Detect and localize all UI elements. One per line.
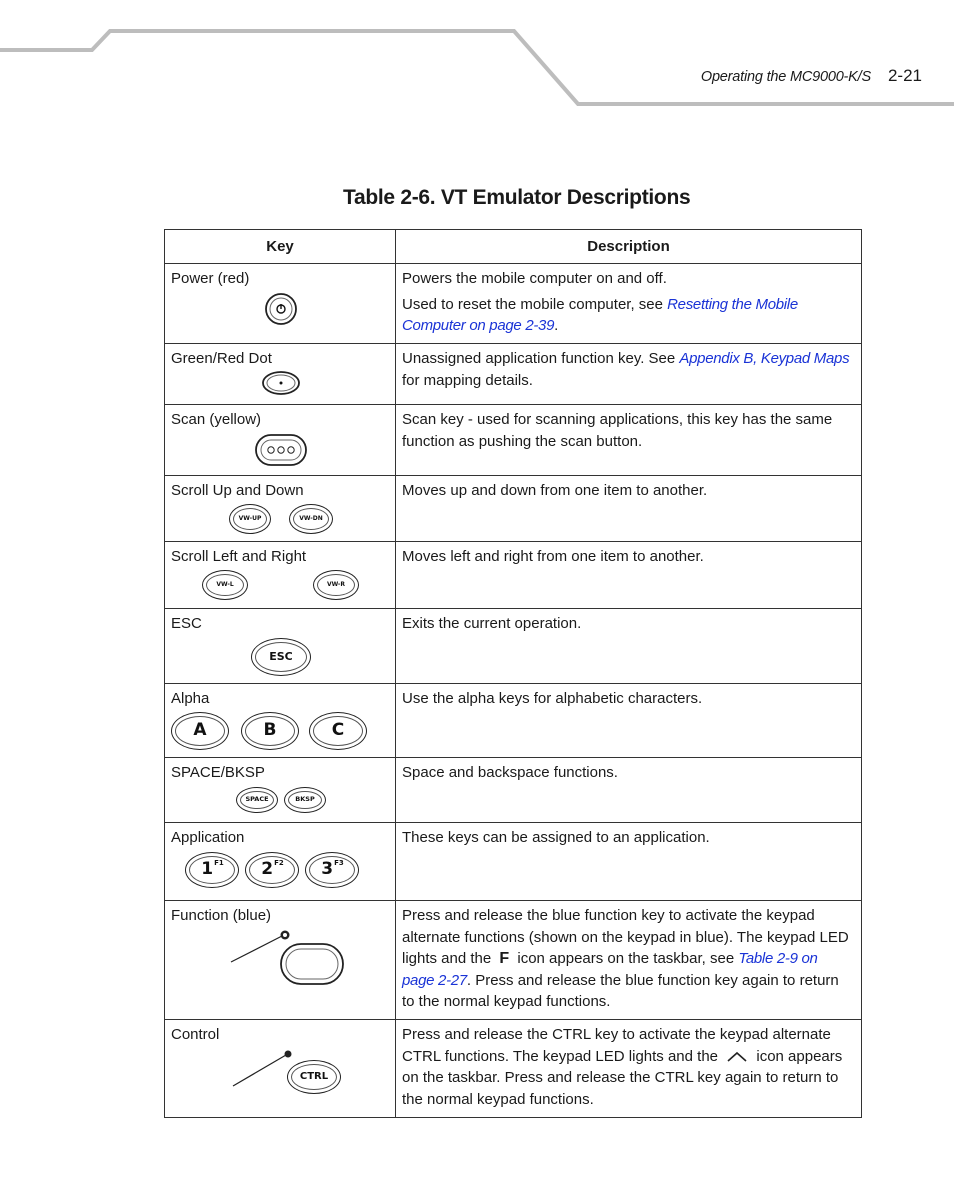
table-row	[165, 476, 862, 542]
description-text: Unassigned application function key. See	[402, 350, 680, 367]
description-text: Scan key - used for scanning applications, this key has the same function as pushing the scan button.	[402, 411, 833, 450]
key-cell	[165, 542, 396, 609]
ctrl-key-icon: CTRL	[287, 1060, 341, 1094]
description-text: Moves left and right from one item to another.	[402, 548, 704, 565]
scroll-right-key-icon: VW-R	[313, 570, 359, 600]
table-row	[165, 264, 862, 344]
table-row	[165, 609, 862, 684]
key-name: Alpha	[171, 690, 210, 707]
description-text: for mapping details.	[402, 371, 533, 389]
key-cell	[165, 405, 396, 476]
scan-icon	[165, 431, 396, 471]
scroll-left-key-icon: VW-L	[202, 570, 248, 600]
key-name: SPACE/BKSP	[171, 764, 265, 781]
description-text: Exits the current operation.	[402, 615, 582, 632]
dot-icon	[165, 370, 396, 400]
link-table-2-9[interactable]: Table 2-9 on page 2-27	[402, 950, 818, 989]
table-header-row	[165, 230, 862, 264]
description-text: .	[554, 317, 559, 334]
description-text: Powers the mobile computer on and off.	[402, 270, 667, 287]
backspace-key-icon: BKSP	[284, 787, 326, 813]
table-row	[165, 684, 862, 758]
key-name: Scan (yellow)	[171, 411, 262, 428]
running-title: Operating the MC9000-K/S	[700, 69, 871, 85]
key-cell	[165, 264, 396, 344]
link-resetting-mobile-computer[interactable]: Resetting the Mobile Computer on page 2-39	[402, 295, 798, 334]
app-key-2-icon: 2 F2	[245, 852, 299, 888]
description-cell	[396, 405, 862, 476]
power-icon	[165, 290, 396, 330]
running-header	[701, 66, 922, 86]
header-decoration	[0, 0, 954, 110]
description-text: icon appears on the taskbar. Press and release the CTRL key again to return to the normal keypad functions.	[402, 1047, 843, 1108]
app-key-3-icon: 3 F3	[305, 852, 359, 888]
description-text: These keys can be assigned to an application.	[402, 829, 710, 846]
function-f-icon: F	[499, 950, 510, 968]
key-name: ESC	[171, 615, 202, 632]
key-cell	[165, 476, 396, 542]
description-cell	[396, 758, 862, 823]
vt-emulator-table	[164, 229, 862, 1118]
esc-key-icon: ESC	[251, 638, 311, 676]
key-cell	[165, 758, 396, 823]
description-text: icon appears on the taskbar, see	[513, 950, 739, 967]
description-text: Press and release the CTRL key to activate the keypad alternate CTRL functions. The keypad LED lights and the	[402, 1026, 831, 1065]
column-header-description: Description	[396, 230, 862, 264]
function-key-icon	[165, 927, 396, 1007]
key-name: Scroll Left and Right	[171, 548, 307, 565]
description-cell	[396, 1020, 862, 1118]
description-cell	[396, 476, 862, 542]
key-cell	[165, 609, 396, 684]
page-number: 2-21	[887, 66, 922, 85]
key-name: Control	[171, 1026, 220, 1043]
space-key-icon: SPACE	[236, 787, 278, 813]
description-cell	[396, 264, 862, 344]
caret-up-icon	[726, 1051, 748, 1063]
key-cell	[165, 344, 396, 405]
key-cell	[165, 823, 396, 901]
alpha-c-key-icon: C	[309, 712, 367, 750]
alpha-b-key-icon: B	[241, 712, 299, 750]
column-header-key: Key	[165, 230, 396, 264]
table-row	[165, 405, 862, 476]
table-row	[165, 901, 862, 1020]
app-key-1-icon: 1 F1	[185, 852, 239, 888]
table-row	[165, 344, 862, 405]
description-cell	[396, 609, 862, 684]
description-text: Use the alpha keys for alphabetic characters.	[402, 690, 703, 707]
table-row	[165, 542, 862, 609]
table-row	[165, 823, 862, 901]
description-text: Used to reset the mobile computer, see	[402, 295, 668, 313]
key-name: Power (red)	[171, 270, 250, 287]
table-row	[165, 758, 862, 823]
key-name: Scroll Up and Down	[171, 482, 304, 499]
alpha-a-key-icon: A	[171, 712, 229, 750]
key-cell	[165, 1020, 396, 1118]
description-cell	[396, 542, 862, 609]
description-text: Moves up and down from one item to another.	[402, 482, 708, 499]
description-cell	[396, 901, 862, 1020]
description-cell	[396, 344, 862, 405]
scroll-up-key-icon: VW-UP	[229, 504, 271, 534]
key-cell	[165, 684, 396, 758]
table-title: Table 2-6. VT Emulator Descriptions	[343, 186, 691, 209]
key-cell	[165, 901, 396, 1020]
description-text: . Press and release the blue function key again to return to the normal keypad functions.	[402, 971, 839, 1011]
description-cell	[396, 823, 862, 901]
key-name: Application	[171, 829, 245, 846]
description-text: Space and backspace functions.	[402, 764, 618, 781]
control-pointer-line	[165, 1046, 396, 1112]
description-cell	[396, 684, 862, 758]
table-row	[165, 1020, 862, 1118]
key-name: Function (blue)	[171, 907, 272, 924]
description-text: Press and release the blue function key to activate the keypad alternate functions (shown on the keypad in blue). The keypad LED lights and the	[402, 907, 849, 967]
scroll-down-key-icon: VW-DN	[289, 504, 333, 534]
link-appendix-b-keypad-maps[interactable]: Appendix B, Keypad Maps	[679, 350, 850, 367]
key-name: Green/Red Dot	[171, 350, 272, 367]
